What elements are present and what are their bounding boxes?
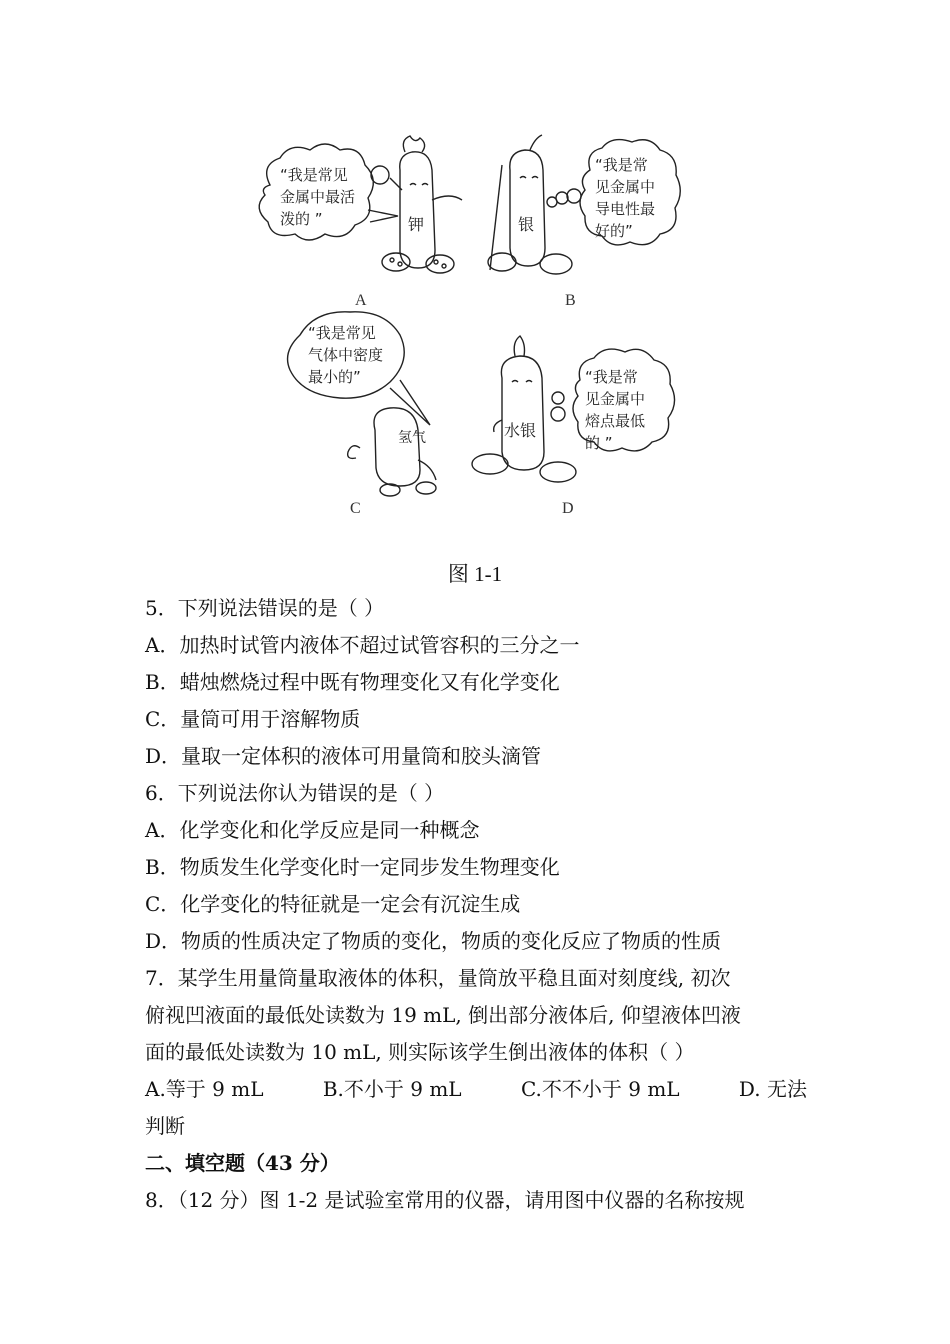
character-name-c: 氢气 xyxy=(398,430,426,446)
bubble-a-line-1: “我是常见 xyxy=(280,166,348,184)
character-name-d: 水银 xyxy=(504,421,537,440)
bubble-a-line-2: 金属中最活 xyxy=(280,188,356,206)
q7-option-a: A.等于 9 mL xyxy=(145,1077,264,1101)
q6-option-d: D．物质的性质决定了物质的变化，物质的变化反应了物质的性质 xyxy=(145,929,722,953)
panel-letter-a: A xyxy=(355,292,367,309)
q5-option-d: D．量取一定体积的液体可用量筒和胶头滴管 xyxy=(145,744,542,768)
panel-letter-c: C xyxy=(350,500,361,517)
bubble-b-line-1: “我是常 xyxy=(595,156,648,174)
q5-option-c: C．量筒可用于溶解物质 xyxy=(145,707,361,731)
hydrogen-character xyxy=(374,408,420,486)
q7-stem-line-3: 面的最低处读数为 10 mL, 则实际该学生倒出液体的体积（ ） xyxy=(145,1040,695,1064)
q7-stem-line-2: 俯视凹液面的最低处读数为 19 mL, 倒出部分液体后, 仰望液体凹液 xyxy=(145,1003,741,1027)
bubble-b-line-4: 好的” xyxy=(595,222,633,240)
bubble-d-line-3: 熔点最低 xyxy=(585,412,646,430)
q7-stem-line-1: 7．某学生用量筒量取液体的体积，量筒放平稳且面对刻度线, 初次 xyxy=(145,966,731,990)
q6-stem: 6．下列说法你认为错误的是（ ） xyxy=(145,781,445,805)
panel-letter-d: D xyxy=(562,500,574,517)
bubble-b-line-2: 见金属中 xyxy=(595,178,656,196)
potassium-character xyxy=(400,152,435,268)
q6-option-b: B．物质发生化学变化时一定同步发生物理变化 xyxy=(145,855,560,879)
figure-illustration xyxy=(240,130,710,530)
q6-option-c: C．化学变化的特征就是一定会有沉淀生成 xyxy=(145,892,521,916)
character-name-a: 钾 xyxy=(408,215,425,234)
bubble-c-line-1: “我是常见 xyxy=(308,324,376,342)
q7-option-d-continued: 判断 xyxy=(145,1114,185,1138)
q7-option-c: C.不不小于 9 mL xyxy=(520,1077,680,1101)
q5-option-a: A．加热时试管内液体不超过试管容积的三分之一 xyxy=(145,633,580,657)
q8-stem: 8．（12 分）图 1-2 是试验室常用的仪器，请用图中仪器的名称按规 xyxy=(145,1188,745,1212)
bubble-d-line-1: “我是常 xyxy=(585,368,638,386)
mercury-character xyxy=(501,356,544,470)
bubble-d-line-2: 见金属中 xyxy=(585,390,646,408)
bubble-c-line-2: 气体中密度 xyxy=(308,346,384,364)
figure-1-1 xyxy=(240,130,710,530)
q5-option-b: B．蜡烛燃烧过程中既有物理变化又有化学变化 xyxy=(145,670,560,694)
q5-stem: 5．下列说法错误的是（ ） xyxy=(145,596,385,620)
q7-option-b: B.不小于 9 mL xyxy=(322,1077,462,1101)
question-block xyxy=(145,590,815,1219)
character-name-b: 银 xyxy=(518,215,535,234)
bubble-b-line-3: 导电性最 xyxy=(595,200,656,218)
bubble-a-line-3: 泼的 ” xyxy=(280,210,323,228)
q7-options xyxy=(145,1071,815,1108)
figure-caption: 图 1-1 xyxy=(447,562,503,586)
q6-option-a: A．化学变化和化学反应是同一种概念 xyxy=(145,818,480,842)
section-2-title: 二、填空题（43 分） xyxy=(145,1151,340,1175)
bubble-c-line-3: 最小的” xyxy=(308,368,361,386)
bubble-d-line-4: 的 ” xyxy=(585,434,613,452)
panel-letter-b: B xyxy=(565,292,576,309)
silver-character xyxy=(510,150,545,266)
q7-option-d: D. 无法 xyxy=(738,1077,807,1101)
